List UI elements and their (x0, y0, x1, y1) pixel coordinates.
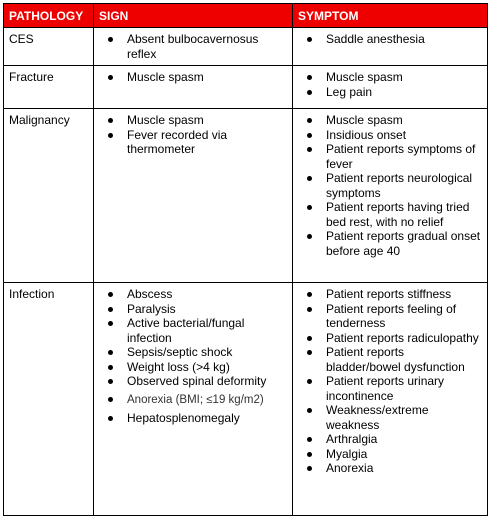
symptom-list (298, 70, 482, 99)
list-item: Muscle spasm (127, 113, 287, 128)
list-item: Patient reports symptoms of fever (326, 142, 482, 171)
header-row (4, 4, 488, 28)
symptom-cell (293, 283, 488, 516)
symptom-list (298, 287, 482, 476)
list-item: Patient reports having tried bed rest, with no relief (326, 200, 482, 229)
row-malignancy (4, 109, 488, 283)
list-item: Abscess (127, 287, 287, 302)
header-sign: SIGN (94, 4, 293, 28)
list-item: Anorexia (326, 461, 482, 476)
list-item: Anorexia (BMI; ≤19 kg/m2) (127, 389, 287, 411)
row-infection (4, 283, 488, 516)
list-item: Patient reports neurological symptoms (326, 171, 482, 200)
list-item: Observed spinal deformity (127, 374, 287, 389)
list-item: Saddle anesthesia (326, 32, 482, 47)
list-item: Patient reports feeling of tenderness (326, 302, 482, 331)
pathology-cell: Malignancy (4, 109, 94, 283)
row-ces (4, 28, 488, 66)
sign-list (99, 70, 287, 85)
sign-cell (94, 109, 293, 283)
list-item: Hepatosplenomegaly (127, 411, 287, 426)
list-item: Patient reports radiculopathy (326, 331, 482, 346)
list-item: Insidious onset (326, 128, 482, 143)
list-item: Patient reports urinary incontinence (326, 374, 482, 403)
sign-cell (94, 283, 293, 516)
list-item: Muscle spasm (127, 70, 287, 85)
symptom-cell (293, 28, 488, 66)
list-item: Muscle spasm (326, 113, 482, 128)
list-item: Muscle spasm (326, 70, 482, 85)
list-item: Absent bulbocavernosus reflex (127, 32, 287, 61)
pathology-table (3, 3, 488, 516)
list-item: Paralysis (127, 302, 287, 317)
symptom-cell (293, 109, 488, 283)
symptom-list (298, 32, 482, 47)
header-symptom: SYMPTOM (293, 4, 488, 28)
list-item: Patient reports stiffness (326, 287, 482, 302)
sign-list (99, 113, 287, 157)
sign-list (99, 32, 287, 61)
pathology-cell: Infection (4, 283, 94, 516)
sign-cell (94, 66, 293, 109)
list-item: Fever recorded via thermometer (127, 128, 287, 157)
list-item: Patient reports gradual onset before age 40 (326, 229, 481, 258)
row-fracture (4, 66, 488, 109)
list-item: Weakness/extreme weakness (326, 403, 482, 432)
list-item: Sepsis/septic shock (127, 345, 287, 360)
header-pathology: PATHOLOGY (4, 4, 94, 28)
list-item: Weight loss (>4 kg) (127, 360, 287, 375)
list-item: Arthralgia (326, 432, 482, 447)
pathology-cell: Fracture (4, 66, 94, 109)
symptom-list (298, 113, 482, 258)
symptom-cell (293, 66, 488, 109)
list-item: Active bacterial/fungal infection (127, 316, 287, 345)
sign-cell (94, 28, 293, 66)
list-item: Patient reports bladder/bowel dysfunction (326, 345, 482, 374)
list-item: Myalgia (326, 447, 482, 462)
pathology-cell: CES (4, 28, 94, 66)
list-item: Leg pain (326, 85, 482, 100)
sign-list (99, 287, 287, 425)
